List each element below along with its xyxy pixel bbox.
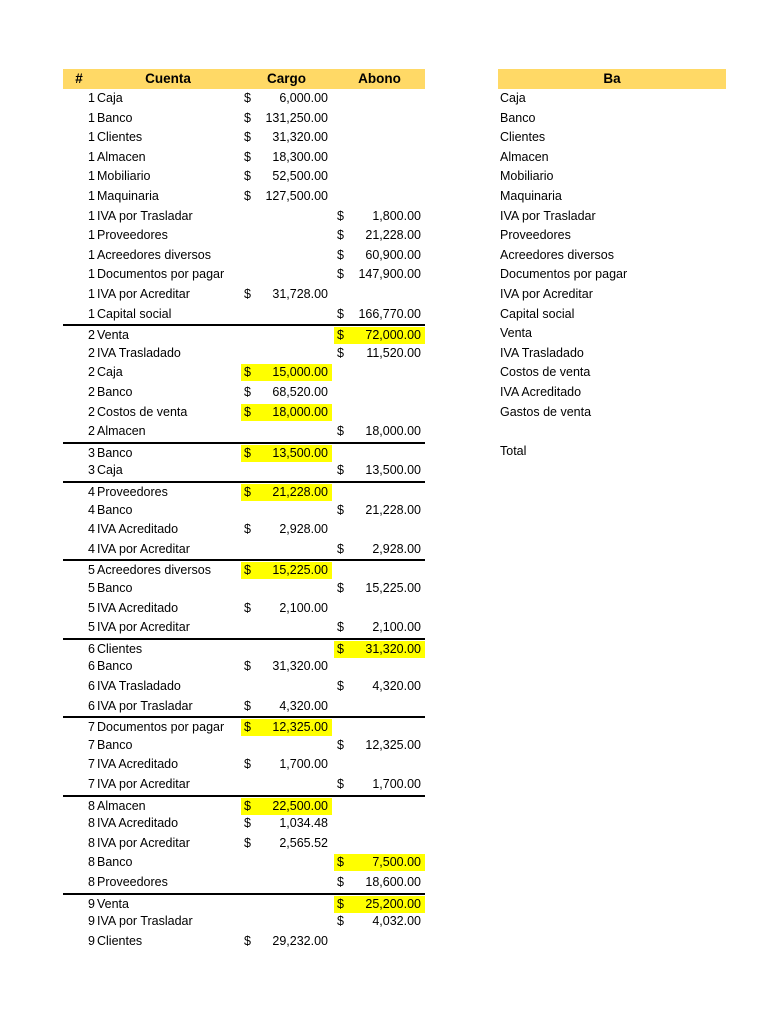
abono-cell[interactable] (334, 227, 425, 244)
account-name: Almacen (97, 424, 146, 439)
cargo-cell[interactable] (241, 835, 332, 852)
account-name: IVA por Trasladar (97, 914, 193, 929)
journal-row[interactable] (63, 736, 425, 756)
currency-symbol: $ (337, 620, 344, 635)
account-name: IVA por Acreditar (97, 287, 190, 301)
abono-cell[interactable] (334, 641, 425, 658)
balance-account: Almacen (500, 149, 549, 164)
account-name: IVA Trasladado (97, 679, 181, 693)
abono-cell[interactable] (334, 306, 425, 323)
abono-amount: 21,228.00 (365, 228, 421, 243)
currency-symbol: $ (244, 365, 251, 380)
currency-symbol: $ (337, 641, 344, 656)
entry-number: 8 (88, 855, 95, 870)
cargo-cell[interactable] (241, 404, 332, 421)
entry-number: 8 (88, 875, 95, 889)
abono-cell[interactable] (334, 737, 425, 754)
cargo-cell[interactable] (241, 110, 332, 127)
entry-number: 1 (88, 91, 95, 105)
entry-number: 3 (88, 463, 95, 478)
cargo-amount: 21,228.00 (272, 485, 328, 499)
cargo-amount: 2,928.00 (279, 522, 328, 537)
account-name: IVA por Trasladar (97, 208, 193, 223)
cargo-amount: 2,100.00 (279, 600, 328, 615)
currency-symbol: $ (244, 816, 251, 831)
abono-amount: 60,900.00 (365, 247, 421, 262)
abono-amount: 18,000.00 (365, 424, 421, 439)
balance-account: Maquinaria (500, 189, 562, 203)
account-name: Almacen (97, 149, 146, 164)
cargo-amount: 1,034.48 (279, 816, 328, 831)
cargo-cell[interactable] (241, 698, 332, 715)
abono-cell[interactable] (334, 327, 425, 344)
entry-number: 5 (88, 581, 95, 595)
currency-symbol: $ (244, 522, 251, 537)
cargo-cell[interactable] (241, 798, 332, 815)
entry-number: 9 (88, 896, 95, 911)
entry-number: 1 (88, 306, 95, 321)
entry-number: 5 (88, 563, 95, 578)
entry-number: 1 (88, 149, 95, 164)
account-name: Banco (97, 855, 133, 870)
journal-row[interactable] (63, 265, 425, 285)
cargo-cell[interactable] (241, 756, 332, 773)
balance-account: Capital social (500, 306, 575, 321)
cargo-amount: 18,300.00 (272, 149, 328, 164)
abono-cell[interactable] (334, 619, 425, 636)
journal-row[interactable] (63, 932, 425, 952)
currency-symbol: $ (244, 149, 251, 164)
entry-number: 8 (88, 798, 95, 813)
cargo-cell[interactable] (241, 129, 332, 146)
currency-symbol: $ (244, 404, 251, 419)
currency-symbol: $ (244, 189, 251, 203)
abono-amount: 12,325.00 (365, 737, 421, 752)
entry-number: 5 (88, 620, 95, 635)
account-name: Maquinaria (97, 189, 159, 203)
entry-number: 2 (88, 345, 95, 360)
account-name: Banco (97, 385, 133, 399)
abono-cell[interactable] (334, 345, 425, 362)
currency-symbol: $ (337, 463, 344, 478)
entry-number: 1 (88, 247, 95, 262)
journal-row[interactable] (63, 893, 425, 913)
cargo-amount: 68,520.00 (272, 385, 328, 399)
balance-account: Gastos de venta (500, 404, 592, 419)
abono-cell[interactable] (334, 678, 425, 695)
currency-symbol: $ (244, 798, 251, 813)
cargo-amount: 29,232.00 (272, 933, 328, 948)
account-name: Acreedores diversos (97, 563, 211, 578)
abono-amount: 11,520.00 (366, 345, 421, 360)
cargo-amount: 131,250.00 (265, 110, 328, 125)
journal-row[interactable] (63, 422, 425, 442)
journal-row[interactable] (63, 344, 425, 364)
abono-amount: 1,700.00 (372, 777, 421, 791)
entry-number: 9 (88, 933, 95, 948)
cargo-cell[interactable] (241, 90, 332, 107)
journal-row[interactable] (63, 540, 425, 560)
balance-account: Venta (500, 326, 532, 341)
cargo-amount: 127,500.00 (265, 189, 328, 203)
cargo-cell[interactable] (241, 658, 332, 675)
account-name: Banco (97, 502, 133, 517)
journal-row[interactable] (63, 677, 425, 697)
abono-cell[interactable] (334, 208, 425, 225)
abono-cell[interactable] (334, 580, 425, 597)
journal-row[interactable] (63, 912, 425, 932)
currency-symbol: $ (244, 933, 251, 948)
abono-cell[interactable] (334, 913, 425, 930)
journal-row[interactable] (63, 697, 425, 717)
cargo-cell[interactable] (241, 484, 332, 501)
account-name: Banco (97, 110, 133, 125)
entry-number: 2 (88, 424, 95, 439)
currency-symbol: $ (244, 385, 251, 399)
balance-account: IVA por Trasladar (500, 208, 596, 223)
balance-account: Clientes (500, 130, 546, 145)
currency-symbol: $ (337, 541, 344, 556)
journal-row[interactable] (63, 481, 425, 501)
entry-number: 4 (88, 522, 95, 537)
entry-number: 1 (88, 189, 95, 203)
account-name: Banco (97, 581, 133, 595)
cargo-amount: 31,320.00 (272, 130, 328, 145)
account-name: IVA por Trasladar (97, 698, 193, 713)
cargo-amount: 2,565.52 (279, 835, 328, 850)
entry-number: 6 (88, 679, 95, 693)
journal-row[interactable] (63, 579, 425, 599)
abono-cell[interactable] (334, 462, 425, 479)
account-name: Clientes (97, 641, 143, 656)
currency-symbol: $ (337, 328, 344, 343)
account-name: Almacen (97, 798, 146, 813)
cargo-amount: 1,700.00 (279, 757, 328, 772)
cargo-amount: 15,000.00 (272, 365, 328, 380)
account-name: Caja (97, 91, 123, 105)
account-name: IVA Acreditado (97, 816, 179, 831)
header-abono: Abono (358, 71, 401, 86)
balance-account: IVA Acreditado (500, 385, 582, 399)
header-cuenta: Cuenta (145, 71, 191, 86)
journal-row[interactable] (63, 109, 425, 129)
abono-amount: 2,100.00 (372, 620, 421, 635)
abono-amount: 31,320.00 (365, 641, 421, 656)
currency-symbol: $ (337, 208, 344, 223)
entry-number: 4 (88, 502, 95, 517)
cargo-cell[interactable] (241, 384, 332, 401)
entry-number: 9 (88, 914, 95, 929)
abono-cell[interactable] (334, 423, 425, 440)
currency-symbol: $ (244, 659, 251, 674)
header-num: # (75, 71, 83, 86)
account-name: Costos de venta (97, 404, 188, 419)
cargo-amount: 13,500.00 (272, 445, 328, 460)
journal-row[interactable] (63, 383, 425, 403)
abono-cell[interactable] (334, 896, 425, 913)
currency-symbol: $ (244, 287, 251, 301)
currency-symbol: $ (337, 502, 344, 517)
currency-symbol: $ (244, 720, 251, 735)
abono-amount: 4,320.00 (372, 679, 421, 693)
currency-symbol: $ (337, 345, 344, 360)
entry-number: 6 (88, 698, 95, 713)
abono-cell[interactable] (334, 874, 425, 891)
journal-row[interactable] (63, 89, 425, 109)
entry-number: 2 (88, 328, 95, 343)
cargo-cell[interactable] (241, 719, 332, 736)
account-name: Banco (97, 445, 133, 460)
entry-number: 1 (88, 130, 95, 145)
journal-row[interactable] (63, 716, 425, 736)
currency-symbol: $ (337, 228, 344, 243)
journal-row[interactable] (63, 148, 425, 168)
currency-symbol: $ (244, 445, 251, 460)
abono-amount: 2,928.00 (372, 541, 421, 556)
abono-amount: 25,200.00 (365, 896, 421, 911)
journal-header-row (63, 69, 425, 89)
account-name: IVA por Acreditar (97, 835, 190, 850)
currency-symbol: $ (244, 169, 251, 184)
entry-number: 8 (88, 816, 95, 831)
entry-number: 5 (88, 600, 95, 615)
cargo-cell[interactable] (241, 286, 332, 303)
account-name: Caja (97, 463, 123, 478)
currency-symbol: $ (337, 896, 344, 911)
journal-row[interactable] (63, 814, 425, 834)
journal-row[interactable] (63, 795, 425, 815)
abono-cell[interactable] (334, 776, 425, 793)
balance-total-label: Total (500, 443, 527, 458)
currency-symbol: $ (244, 110, 251, 125)
entry-number: 1 (88, 228, 95, 243)
balance-account: IVA Trasladado (500, 345, 584, 360)
currency-symbol: $ (337, 914, 344, 929)
abono-amount: 72,000.00 (365, 328, 421, 343)
entry-number: 3 (88, 445, 95, 460)
entry-number: 1 (88, 267, 95, 282)
entry-number: 1 (88, 110, 95, 125)
entry-number: 7 (88, 737, 95, 752)
abono-cell[interactable] (334, 541, 425, 558)
balance-account: Banco (500, 110, 536, 125)
abono-amount: 15,225.00 (365, 581, 421, 595)
entry-number: 2 (88, 385, 95, 399)
account-name: Clientes (97, 933, 143, 948)
account-name: IVA por Acreditar (97, 541, 190, 556)
currency-symbol: $ (244, 91, 251, 105)
balance-account: IVA por Acreditar (500, 287, 593, 301)
abono-cell[interactable] (334, 854, 425, 871)
journal-row[interactable] (63, 599, 425, 619)
account-name: IVA Acreditado (97, 600, 179, 615)
account-name: Venta (97, 896, 129, 911)
cargo-cell[interactable] (241, 600, 332, 617)
account-name: Banco (97, 737, 133, 752)
balance-account: Mobiliario (500, 169, 554, 184)
journal-row[interactable] (63, 167, 425, 187)
currency-symbol: $ (337, 247, 344, 262)
journal-row[interactable] (63, 363, 425, 383)
cargo-cell[interactable] (241, 562, 332, 579)
cargo-amount: 22,500.00 (272, 798, 328, 813)
account-name: Proveedores (97, 485, 168, 499)
abono-amount: 7,500.00 (372, 855, 421, 870)
cargo-cell[interactable] (241, 364, 332, 381)
currency-symbol: $ (244, 698, 251, 713)
balance-header (498, 69, 726, 89)
account-name: Mobiliario (97, 169, 151, 184)
currency-symbol: $ (244, 485, 251, 499)
abono-amount: 166,770.00 (358, 306, 421, 321)
account-name: IVA por Acreditar (97, 777, 190, 791)
cargo-amount: 31,320.00 (272, 659, 328, 674)
journal-row[interactable] (63, 657, 425, 677)
journal-row[interactable] (63, 638, 425, 658)
journal-row[interactable] (63, 442, 425, 462)
entry-number: 2 (88, 404, 95, 419)
abono-amount: 1,800.00 (372, 208, 421, 223)
entry-number: 6 (88, 641, 95, 656)
currency-symbol: $ (244, 757, 251, 772)
currency-symbol: $ (337, 581, 344, 595)
journal-row[interactable] (63, 559, 425, 579)
entry-number: 6 (88, 659, 95, 674)
abono-cell[interactable] (334, 502, 425, 519)
cargo-cell[interactable] (241, 188, 332, 205)
currency-symbol: $ (244, 563, 251, 578)
abono-amount: 21,228.00 (365, 502, 421, 517)
cargo-amount: 6,000.00 (279, 91, 328, 105)
abono-cell[interactable] (334, 247, 425, 264)
cargo-amount: 4,320.00 (279, 698, 328, 713)
cargo-cell[interactable] (241, 445, 332, 462)
cargo-amount: 15,225.00 (272, 563, 328, 578)
abono-amount: 13,500.00 (365, 463, 421, 478)
account-name: Capital social (97, 306, 172, 321)
currency-symbol: $ (337, 737, 344, 752)
journal-row[interactable] (63, 834, 425, 854)
currency-symbol: $ (337, 306, 344, 321)
account-name: Proveedores (97, 228, 168, 243)
account-name: Clientes (97, 130, 143, 145)
account-name: Documentos por pagar (97, 267, 225, 282)
abono-amount: 4,032.00 (372, 914, 421, 929)
cargo-cell[interactable] (241, 149, 332, 166)
journal-row[interactable] (63, 324, 425, 344)
entry-number: 4 (88, 485, 95, 499)
cargo-cell[interactable] (241, 815, 332, 832)
abono-amount: 147,900.00 (358, 267, 421, 282)
currency-symbol: $ (244, 130, 251, 145)
currency-symbol: $ (337, 855, 344, 870)
journal-row[interactable] (63, 618, 425, 638)
journal-row[interactable] (63, 128, 425, 148)
abono-cell[interactable] (334, 266, 425, 283)
currency-symbol: $ (337, 267, 344, 282)
account-name: IVA Acreditado (97, 757, 179, 772)
journal-row[interactable] (63, 501, 425, 521)
entry-number: 2 (88, 365, 95, 380)
journal-row[interactable] (63, 775, 425, 795)
currency-symbol: $ (337, 424, 344, 439)
journal-row[interactable] (63, 187, 425, 207)
abono-amount: 18,600.00 (365, 875, 421, 889)
account-name: IVA por Acreditar (97, 620, 190, 635)
account-name: Venta (97, 328, 129, 343)
balance-account: Documentos por pagar (500, 267, 628, 282)
journal-row[interactable] (63, 305, 425, 325)
currency-symbol: $ (337, 679, 344, 693)
account-name: IVA Trasladado (97, 345, 181, 360)
entry-number: 7 (88, 777, 95, 791)
account-name: Caja (97, 365, 123, 380)
entry-number: 1 (88, 287, 95, 301)
entry-number: 7 (88, 720, 95, 735)
balance-account: Costos de venta (500, 365, 591, 380)
entry-number: 7 (88, 757, 95, 772)
cargo-amount: 12,325.00 (272, 720, 328, 735)
journal-row[interactable] (63, 853, 425, 873)
currency-symbol: $ (244, 835, 251, 850)
balance-account: Caja (500, 91, 526, 105)
journal-row[interactable] (63, 520, 425, 540)
journal-row[interactable] (63, 461, 425, 481)
cargo-amount: 31,728.00 (272, 287, 328, 301)
journal-row[interactable] (63, 403, 425, 423)
cargo-cell[interactable] (241, 521, 332, 538)
account-name: Acreedores diversos (97, 247, 211, 262)
currency-symbol: $ (337, 777, 344, 791)
journal-row[interactable] (63, 285, 425, 305)
balance-account: Acreedores diversos (500, 247, 614, 262)
currency-symbol: $ (337, 875, 344, 889)
account-name: Documentos por pagar (97, 720, 225, 735)
cargo-cell[interactable] (241, 933, 332, 950)
account-name: Proveedores (97, 875, 168, 889)
entry-number: 1 (88, 169, 95, 184)
journal-row[interactable] (63, 246, 425, 266)
journal-row[interactable] (63, 755, 425, 775)
cargo-amount: 18,000.00 (272, 404, 328, 419)
header-cargo: Cargo (266, 71, 306, 86)
journal-row[interactable] (63, 873, 425, 893)
account-name: IVA Acreditado (97, 522, 179, 537)
header-balance: Ba (603, 71, 621, 86)
entry-number: 4 (88, 541, 95, 556)
cargo-cell[interactable] (241, 168, 332, 185)
journal-row[interactable] (63, 207, 425, 227)
balance-account: Proveedores (500, 228, 571, 243)
account-name: Banco (97, 659, 133, 674)
entry-number: 8 (88, 835, 95, 850)
currency-symbol: $ (244, 600, 251, 615)
journal-row[interactable] (63, 226, 425, 246)
cargo-amount: 52,500.00 (272, 169, 328, 184)
entry-number: 1 (88, 208, 95, 223)
